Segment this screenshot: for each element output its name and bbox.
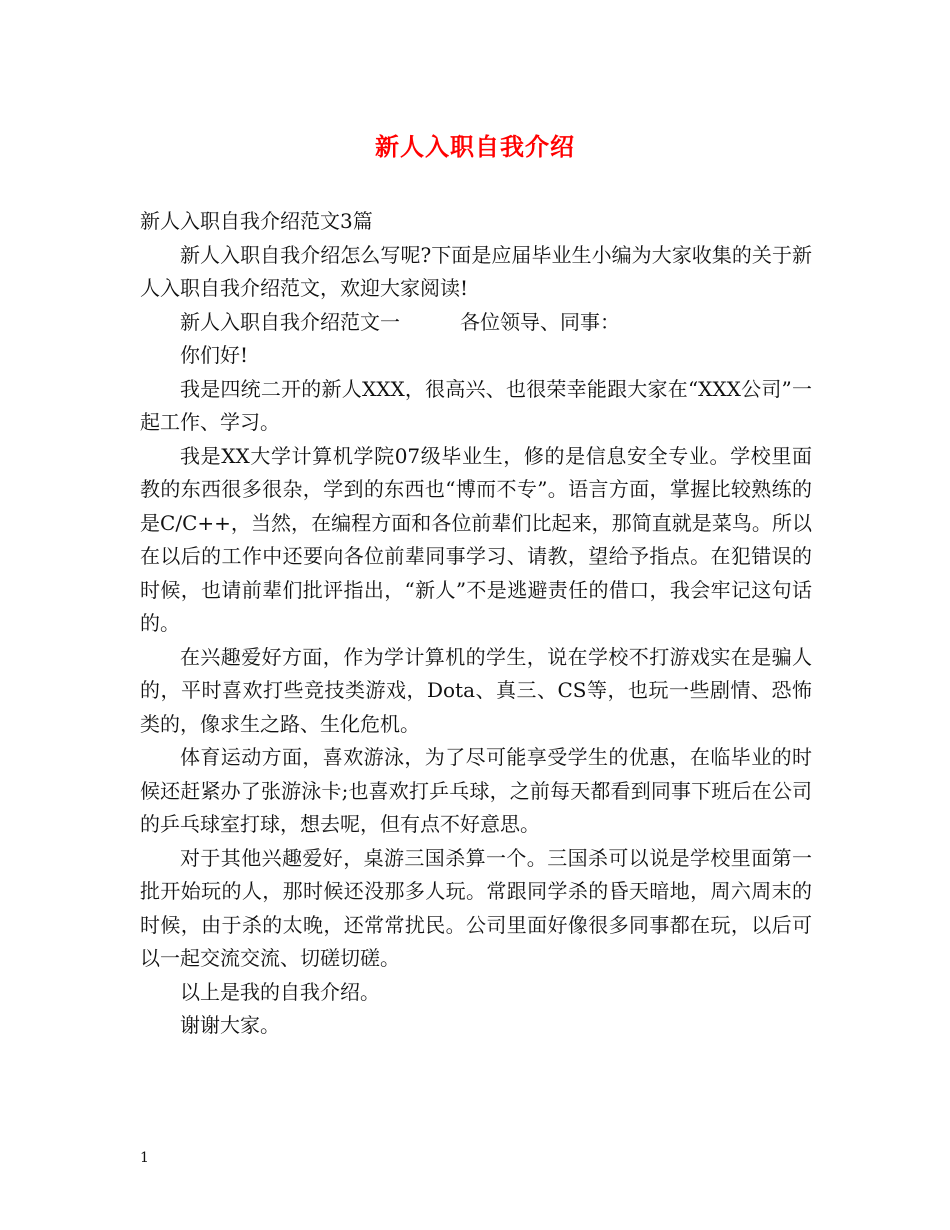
- document-body: [140, 205, 812, 1043]
- paragraph-greeting: 你们好!: [180, 343, 249, 367]
- paragraph-education: 我是XX大学计算机学院07级毕业生，修的是信息安全专业。学校里面教的东西很多很杂，学到的东西也“博而不专”。语言方面，掌握比较熟练的是C/C++，当然，在编程方面和各位前辈们比起来，那简直就是菜鸟。所以在以后的工作中还要向各位前辈同事学习、请教，望给予指点。在犯错误的时候，也请前辈们批评指出，“新人”不是逃避责任的借口，我会牢记这句话的。: [140, 443, 812, 635]
- paragraph-hobbies: 对于其他兴趣爱好，桌游三国杀算一个。三国杀可以说是学校里面第一批开始玩的人，那时候还没那多人玩。常跟同学杀的昏天暗地，周六周末的时候，由于杀的太晚，还常常扰民。公司里面好像很多同事都在玩，以后可以一起交流交流、切磋切磋。: [140, 845, 812, 970]
- paragraph-self-intro: 我是四统二开的新人XXX，很高兴、也很荣幸能跟大家在“XXX公司”一起工作、学习。: [140, 376, 812, 434]
- paragraph-salutation: 新人入职自我介绍范文一 各位领导、同事：: [180, 309, 620, 334]
- paragraph-thanks: 谢谢大家。: [180, 1013, 280, 1037]
- page-number: 1: [140, 1150, 149, 1166]
- document-subtitle: 新人入职自我介绍范文3篇: [140, 209, 373, 233]
- paragraph-intro: 新人入职自我介绍怎么写呢?下面是应届毕业生小编为大家收集的关于新人入职自我介绍范文，欢迎大家阅读!: [140, 242, 812, 300]
- paragraph-interests: 在兴趣爱好方面，作为学计算机的学生，说在学校不打游戏实在是骗人的，平时喜欢打些竞技类游戏，Dota、真三、CS等，也玩一些剧情、恐怖类的，像求生之路、生化危机。: [140, 644, 812, 736]
- paragraph-closing: 以上是我的自我介绍。: [180, 979, 380, 1004]
- document-title: 新人入职自我介绍: [375, 132, 575, 161]
- paragraph-sports: 体育运动方面，喜欢游泳，为了尽可能享受学生的优惠，在临毕业的时候还赶紧办了张游泳卡;也喜欢打乒乓球，之前每天都看到同事下班后在公司的乒乓球室打球，想去呢，但有点不好意思。: [140, 745, 812, 836]
